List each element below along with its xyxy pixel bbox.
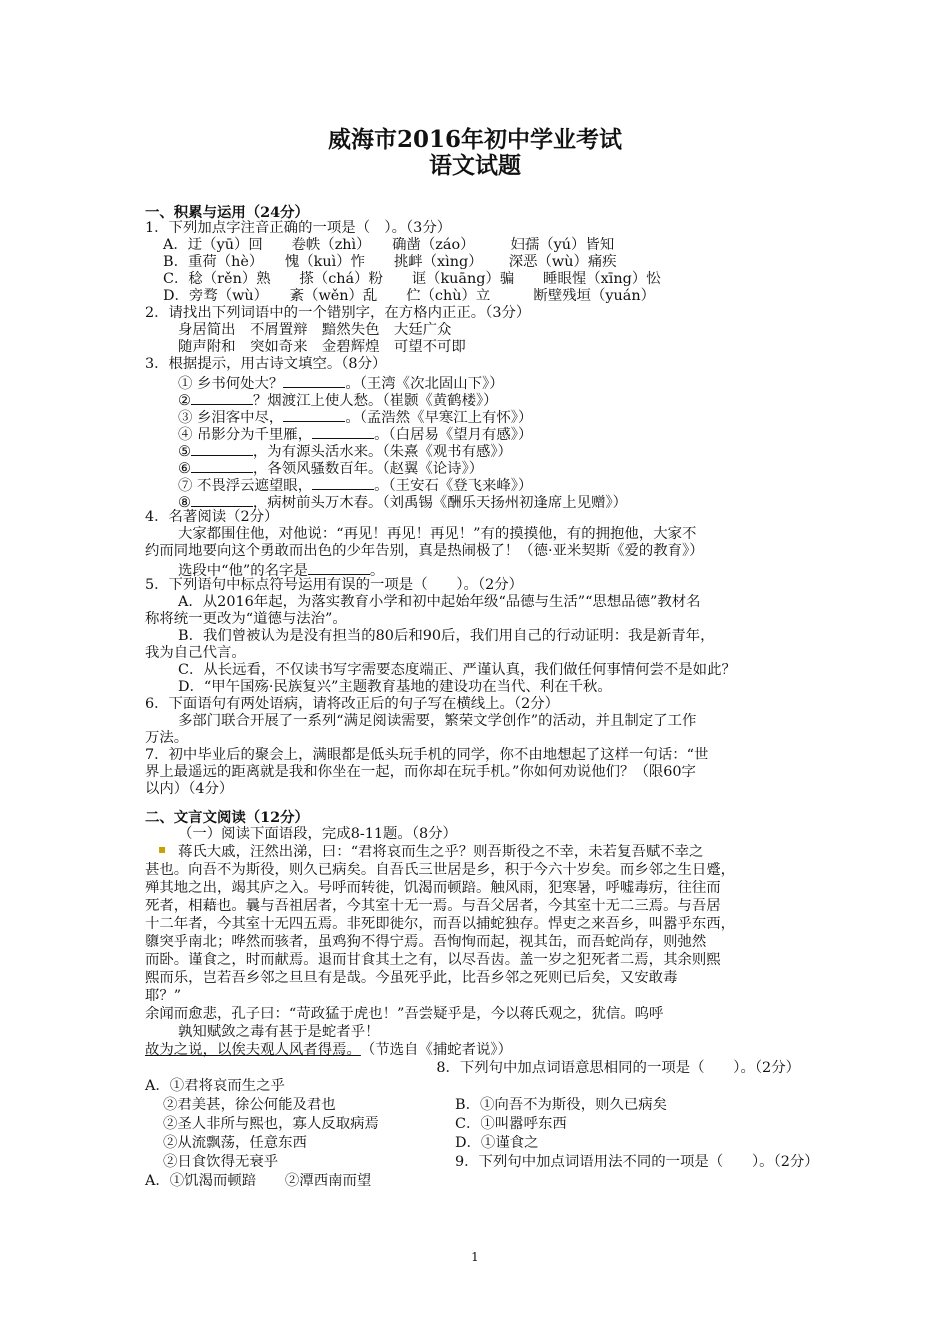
passage-line: 耶？” xyxy=(145,988,182,1004)
passage-line: 而卧。谨食之，时而献焉。退而甘食其土之有，以尽吾齿。盖一岁之犯死者二焉，其余则熙 xyxy=(145,952,721,968)
question-5: 5．下列语句中标点符号运用有误的一项是（ ）。（2分） xyxy=(145,577,524,593)
q8-option-c-2: D．①谨食之 xyxy=(455,1135,539,1151)
q4-passage-2: 约而同地要向这个勇敢而出色的少年告别，真是热闹极了！（德·亚米契斯《爱的教育》） xyxy=(145,543,704,559)
q4-passage-1: 大家都围住他，对他说：“再见！再见！再见！”有的摸摸他，有的拥抱他，大家不 xyxy=(178,526,697,542)
question-1: 1．下列加点字注音正确的一项是（ ）。（3分） xyxy=(145,220,452,236)
q1-option-a: A．迂（yū）回 卷帙（zhì） 确凿（záo） 妇孺（yú）皆知 xyxy=(163,237,615,253)
q1-option-c: C．稔（rěn）熟 搽（chá）粉 诓（kuāng）骗 睡眼惺（xīng）忪 xyxy=(163,271,661,287)
passage-line: 死者，相藉也。曩与吾祖居者，今其室十无一焉。与吾父居者，今其室十无二三焉。与吾居 xyxy=(145,898,721,914)
section-heading-1: 一、积累与运用（24分） xyxy=(145,204,309,221)
question-7-line-1: 7．初中毕业后的聚会上，满眼都是低头玩手机的同学，你不由地想起了这样一句话：“世 xyxy=(145,747,709,763)
q5-option-b-1: B．我们曾被认为是没有担当的80后和90后，我们用自己的行动证明：我是新青年， xyxy=(178,628,715,644)
question-7-line-2: 界上最遥远的距离就是我和你坐在一起，而你却在玩手机。”你如何劝说他们？（限60字 xyxy=(145,764,696,780)
answer-blank[interactable] xyxy=(312,424,374,439)
q5-option-a-1: A．从2016年起，为落实教育小学和初中起始年级“品德与生活”“思想品德”教材名 xyxy=(178,594,701,610)
q5-option-b-2: 我为自己代言。 xyxy=(145,645,246,661)
passage-line: 故为之说，以俟夫观人风者得焉。（节选自《捕蛇者说》） xyxy=(145,1042,512,1058)
q1-option-d: D．旁骛（wù） 紊（wěn）乱 伫（chù）立 断壁残垣（yuán） xyxy=(163,288,656,304)
q5-option-a-2: 称将统一更改为“道德与法治”。 xyxy=(145,611,347,627)
q3-item-3: ③ 乡泪客中尽， 。（孟浩然《早寒江上有怀》） xyxy=(178,407,848,427)
q3-item-7: ⑦ 不畏浮云遮望眼， 。（王安石《登飞来峰》） xyxy=(178,475,848,495)
answer-blank[interactable] xyxy=(308,560,370,575)
q6-sentence-1: 多部门联合开展了一系列“满足阅读需要，繁荣文学创作”的活动，并且制定了工作 xyxy=(178,713,697,729)
exam-title: 威海市2016年初中学业考试 xyxy=(327,126,622,153)
passage-line: 余闻而愈悲，孔子曰：“苛政猛于虎也！”吾尝疑乎是，今以蒋氏观之，犹信。呜呼 xyxy=(145,1006,664,1022)
answer-blank[interactable] xyxy=(283,407,345,422)
q3-item-2: ② ？烟渡江上使人愁。（崔颢《黄鹤楼》） xyxy=(178,390,848,410)
question-2: 2．请找出下列词语中的一个错别字，在方格内正正。（3分） xyxy=(145,305,531,321)
question-9: A．①饥渴而顿踣 ②潭西南而望 xyxy=(145,1173,372,1189)
q8-option-d-2: 9．下列句中加点词语用法不同的一项是（ ）。（2分） xyxy=(455,1154,819,1170)
q2-words-1: 身居简出 不屑置辩 黯然失色 大廷广众 xyxy=(178,322,452,338)
question-3: 3．根据提示，用古诗文填空。（8分） xyxy=(145,356,387,372)
passage-instruction: （一）阅读下面语段，完成8-11题。（8分） xyxy=(178,826,457,842)
question-7-line-3: 以内）（4分） xyxy=(145,781,234,797)
q3-item-8: ⑧ ，病树前头万木春。（刘禹锡《酬乐天扬州初逢席上见赠》） xyxy=(178,492,848,512)
answer-blank[interactable] xyxy=(191,441,253,456)
passage-line: 熙而乐，岂若吾乡邻之旦旦有是哉。今虽死乎此，比吾乡邻之死则已后矣，又安敢毒 xyxy=(145,970,678,986)
q3-item-5: ⑤ ，为有源头活水来。（朱熹《观书有感》） xyxy=(178,441,848,461)
passage-line: 隳突乎南北；哗然而骇者，虽鸡狗不得宁焉。吾恂恂而起，视其缶，而吾蛇尚存，则弛然 xyxy=(145,934,707,950)
section-heading-2: 二、文言文阅读（12分） xyxy=(145,809,309,826)
passage-line: 十二年者，今其室十无四五焉。非死即徙尔，而吾以捕蛇独存。悍吏之来吾乡，叫嚣乎东西， xyxy=(145,916,736,932)
page-number: 1 xyxy=(471,1250,479,1264)
q8-option-a-1: ②君美甚，徐公何能及君也 xyxy=(163,1097,336,1113)
passage-line: 甚也。向吾不为斯役，则久已病矣。自吾氏三世居是乡，积于今六十岁矣。而乡邻之生日蹙， xyxy=(145,862,736,878)
q4-prompt: 选段中“他”的名字是 。 xyxy=(178,560,848,580)
q3-item-4: ④ 吊影分为千里雁， 。（白居易《望月有感》） xyxy=(178,424,848,444)
answer-blank[interactable] xyxy=(191,492,253,507)
q6-sentence-2: 万法。 xyxy=(145,730,189,746)
q1-option-b: B．重荷（hè） 愧（kuì）怍 挑衅（xìng） 深恶（wù）痛疾 xyxy=(163,254,617,270)
marker-dot-icon: ▪ xyxy=(158,842,167,856)
passage-line: 蒋氏大戚，汪然出涕，曰：“君将哀而生之乎？则吾斯役之不幸，未若复吾赋不幸之 xyxy=(178,844,704,860)
q5-option-c: C．从长远看，不仅读书写字需要态度端正、严谨认真，我们做任何事情何尝不是如此？ xyxy=(178,662,736,678)
q3-item-6: ⑥ ，各领风骚数百年。（赵翼《论诗》） xyxy=(178,458,848,478)
question-8: A．①君将哀而生之乎 xyxy=(145,1078,285,1094)
exam-subtitle: 语文试题 xyxy=(429,152,521,179)
question-4: 4．名著阅读（2分） xyxy=(145,509,279,525)
q8-option-c-1: ②从流飘荡，任意东西 xyxy=(163,1135,307,1151)
q5-option-d: D．“甲午国殇·民族复兴”主题教育基地的建设功在当代、利在千秋。 xyxy=(178,679,612,695)
underlined-sentence: 故为之说，以俟夫观人风者得焉。 xyxy=(145,1042,361,1058)
q3-item-1: ① 乡书何处大？ 。（王湾《次北固山下》） xyxy=(178,373,848,393)
answer-blank[interactable] xyxy=(191,390,253,405)
q8-option-d-1: ②日食饮得无衰乎 xyxy=(163,1154,279,1170)
q2-words-2: 随声附和 突如奇来 金碧辉煌 可望不可即 xyxy=(178,339,466,355)
answer-blank[interactable] xyxy=(312,475,374,490)
passage-line: 殚其地之出，竭其庐之入。号呼而转徙，饥渴而顿踣。触风雨，犯寒暑，呼嘘毒疠，往往而 xyxy=(145,880,721,896)
passage-source: 8．下列句中加点词语意思相同的一项是（ ）。（2分） xyxy=(436,1060,800,1076)
q8-option-b-2: C．①叫嚣呼东西 xyxy=(455,1116,567,1132)
answer-blank[interactable] xyxy=(283,373,345,388)
q8-option-b-1: ②圣人非所与熙也，寡人反取病焉 xyxy=(163,1116,379,1132)
answer-blank[interactable] xyxy=(191,458,253,473)
question-6: 6．下面语句有两处语病，请将改正后的句子写在横线上。（2分） xyxy=(145,696,560,712)
passage-line: 孰知赋敛之毒有甚于是蛇者乎！ xyxy=(178,1024,380,1040)
q8-option-a-2: B．①向吾不为斯役，则久已病矣 xyxy=(455,1097,668,1113)
